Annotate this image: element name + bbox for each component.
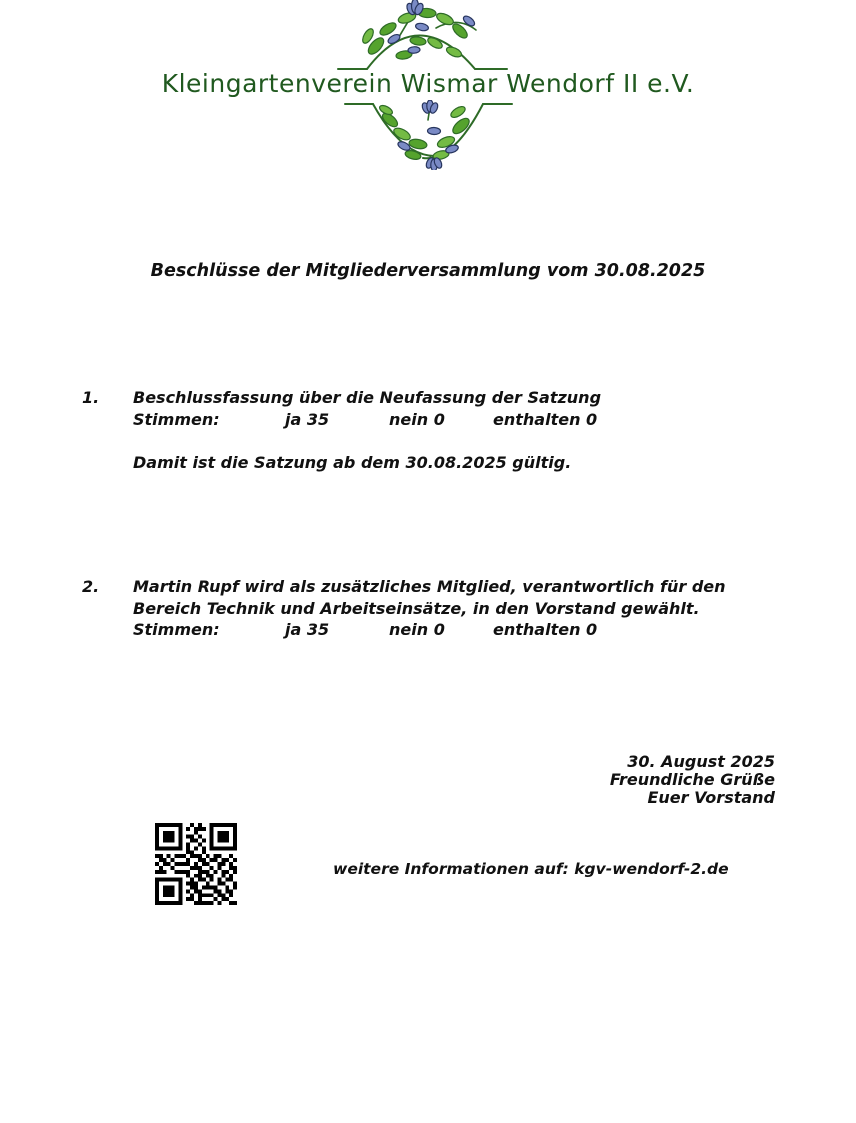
resolution-item-2 xyxy=(82,576,812,641)
signature-block xyxy=(610,753,775,807)
votes-enthalten: enthalten 0 xyxy=(493,409,598,429)
item-text-line: Martin Rupf wird als zusätzliches Mitglied, verantwortlich für den xyxy=(133,577,726,596)
votes-nein: nein 0 xyxy=(389,409,445,429)
item-text-line: Beschlussfassung über die Neufassung der Satzung xyxy=(133,388,602,407)
votes-label: Stimmen: xyxy=(133,620,220,639)
votes-label: Stimmen: xyxy=(133,409,220,429)
signature-signer: Euer Vorstand xyxy=(647,788,775,807)
votes-line xyxy=(133,619,812,641)
votes-ja: ja 35 xyxy=(285,409,330,429)
org-name: Kleingartenverein Wismar Wendorf II e.V. xyxy=(161,69,695,98)
votes-line xyxy=(133,409,812,431)
votes-ja: ja 35 xyxy=(285,620,330,639)
resolution-item-1 xyxy=(82,387,812,473)
vine-ornament-top-icon xyxy=(318,0,538,72)
page-title: Beschlüsse der Mitgliederversammlung vom 30.08.2025 xyxy=(150,261,706,281)
flower-icon xyxy=(421,100,439,114)
qr-code-icon xyxy=(155,823,237,905)
votes-nein: nein 0 xyxy=(389,620,445,639)
item-number: 2. xyxy=(82,577,100,596)
item-number: 1. xyxy=(82,388,100,407)
signature-greeting: Freundliche Grüße xyxy=(609,770,775,789)
vine-ornament-bottom-icon xyxy=(318,100,538,170)
footer-info-text: weitere Informationen auf: kgv-wendorf-2.de xyxy=(333,860,729,878)
signature-date: 30. August 2025 xyxy=(627,752,775,771)
item-text-line: Bereich Technik und Arbeitseinsätze, in den Vorstand gewählt. xyxy=(133,598,700,618)
votes-enthalten: enthalten 0 xyxy=(493,620,598,639)
item-note: Damit ist die Satzung ab dem 30.08.2025 gültig. xyxy=(133,452,572,472)
